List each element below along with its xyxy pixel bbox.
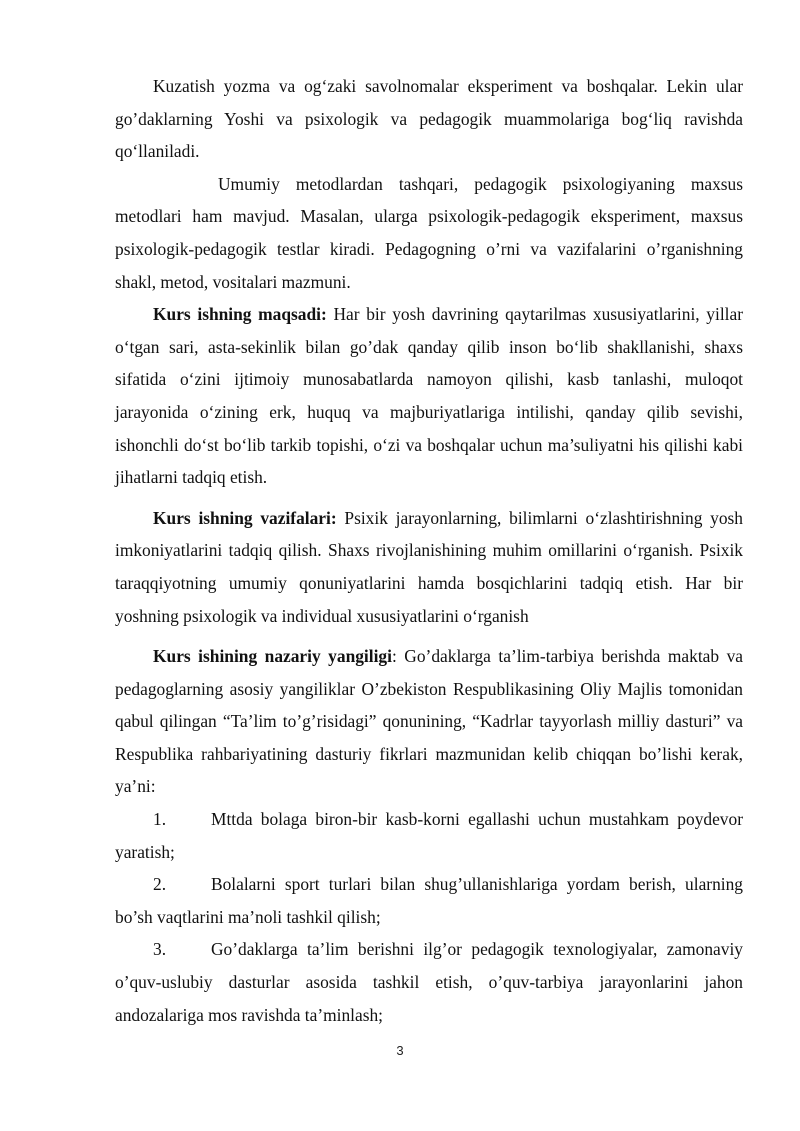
paragraph-text: Har bir yosh davrining qaytarilmas xususiyatlarini, yillar o‘tgan sari, asta-sekinlik bilan go’dak qanday qilib inson bo‘lib shakllanishi, shaxs sifatida o‘zini ijtimoiy munosabatlarda namoyon qilishi, kasb tanlashi, muloqot jarayonida o‘zining erk, huquq va majburiyatlariga intilishi, qanday qilib sevishi, ishonchli do‘st bo‘lib tarkib topishi, o‘zi va boshqalar uchun ma’suliyatni his qilishi kabi jihatlarni tadqiq etish. <box>115 304 743 488</box>
section-label-goal: Kurs ishning maqsadi: <box>153 304 327 325</box>
paragraph-methods-observation <box>115 70 743 168</box>
page-number: 3 <box>396 1043 404 1058</box>
list-item-number: 3. <box>153 939 167 960</box>
list-item <box>115 803 743 868</box>
list-item <box>115 933 743 1031</box>
paragraph-text: Umumiy metodlardan tashqari, pedagogik psixologiyaning maxsus metodlari ham mavjud. Masalan, ularga psixologik-pedagogik eksperiment, maxsus psixologik-pedagogik testlar kiradi. Pedagogning o’rni va vazifalarini o’rganishning shakl, metod, vositalari mazmuni. <box>115 173 743 292</box>
paragraph-course-tasks <box>115 502 743 632</box>
section-label-novelty: Kurs ishining nazariy yangiligi <box>153 646 392 667</box>
list-item <box>115 868 743 933</box>
paragraph-theoretical-novelty <box>115 640 743 803</box>
list-item-text: Go’daklarga ta’lim berishni ilg’or pedagogik texnologiyalar, zamonaviy o’quv-uslubiy dasturlar asosida tashkil etish, o’quv-tarbiya jarayonlarini jahon andozalariga mos ravishda ta’minlash; <box>115 939 743 1025</box>
list-item-text: Mttda bolaga biron-bir kasb-korni egallashi uchun mustahkam poydevor yaratish; <box>115 809 743 862</box>
paragraph-course-goal <box>115 298 743 494</box>
list-item-text: Bolalarni sport turlari bilan shug’ullanishlariga yordam berish, ularning bo’sh vaqtlarini ma’noli tashkil qilish; <box>115 874 743 927</box>
paragraph-text: : Go’daklarga ta’lim-tarbiya berishda maktab va pedagoglarning asosiy yangiliklar O’zbekiston Respublikasining Oliy Majlis tomonidan qabul qilingan “Ta’lim to’g’risidagi” qonunining, “Kadrlar tayyorlash milliy dasturi” va Respublika rahbariyatining dasturiy fikrlari mazmunidan kelib chiqqan bo’lishi kerak, ya’ni: <box>115 646 743 797</box>
section-label-tasks: Kurs ishning vazifalari: <box>153 507 337 528</box>
list-item-number: 2. <box>153 874 167 895</box>
document-body <box>115 70 743 1031</box>
paragraph-special-methods <box>115 168 743 298</box>
paragraph-text: Psixik jarayonlarning, bilimlarni o‘zlashtirishning yosh imkoniyatlarini tadqiq qilish. Shaxs rivojlanishining muhim omillarini o‘rganish. Psixik taraqqiyotning umumiy qonuniyatlarini hamda bosqichlarini tadqiq etish. Har bir yoshning psixologik va individual xususiyatlarini o‘rganish <box>115 507 743 626</box>
list-item-number: 1. <box>153 809 167 830</box>
paragraph-text: Kuzatish yozma va og‘zaki savolnomalar eksperiment va boshqalar. Lekin ular go’daklarning Yoshi va psixologik va pedagogik muammolariga bog‘liq ravishda qo‘llaniladi. <box>115 76 743 162</box>
